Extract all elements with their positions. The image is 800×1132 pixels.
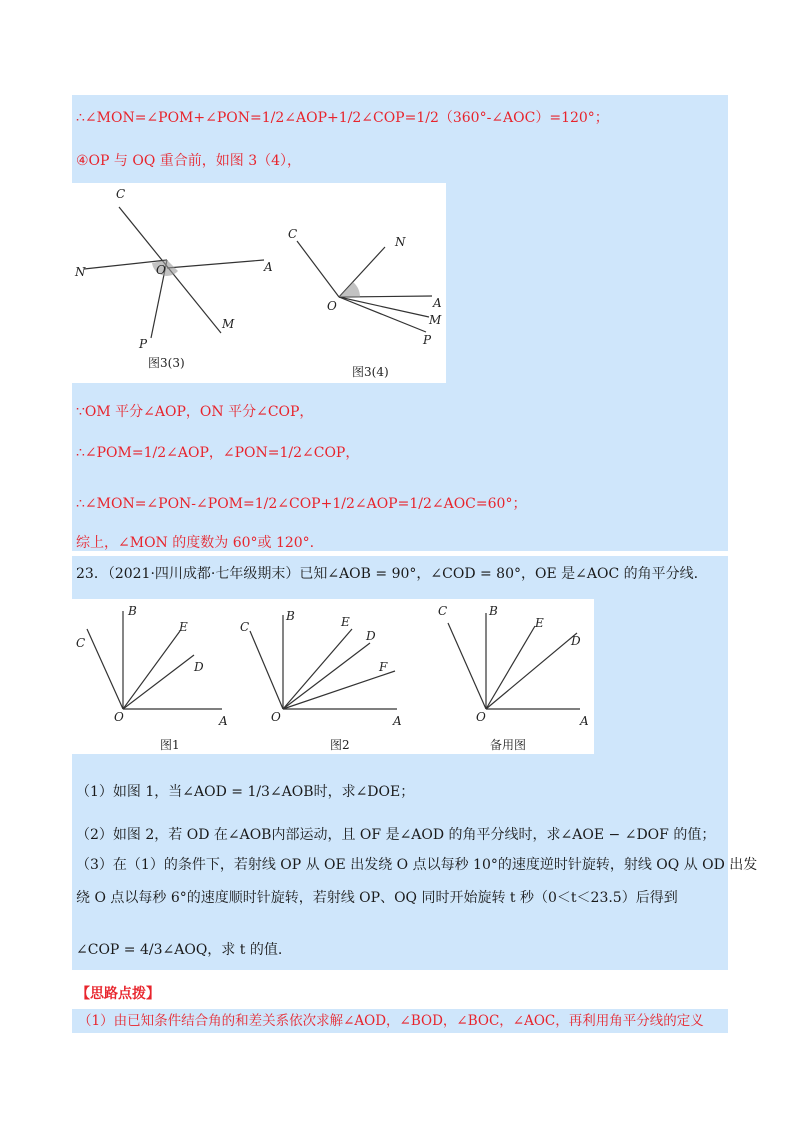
ray-oc-right [297,241,339,297]
svg-text:E: E [179,620,188,634]
problem-23-header: 23．（2021·四川成都·七年级期末）已知∠AOB = 90°，∠COD = 80°，OE 是∠AOC 的角平分线. [76,566,699,582]
svg-text:E: E [535,616,544,630]
solution-case-4: ④OP 与 OQ 重合前，如图 3（4）， [76,153,302,169]
label-c-left: C [116,187,126,201]
label-a-left: A [264,260,273,274]
hint-text: （1）由已知条件结合角的和差关系依次求解∠AOD，∠BOD，∠BOC，∠AOC，再利用角平分线的定义 [78,1013,704,1029]
svg-text:D: D [366,629,376,643]
solution-conclusion: 综上，∠MON 的度数为 60°或 120°. [76,535,315,551]
problem-23-q2: （2）如图 2，若 OD 在∠AOB内部运动，且 OF 是∠AOD 的角平分线时，求∠AOE − ∠DOF 的值； [76,827,716,843]
svg-text:C: C [76,636,86,650]
svg-text:B: B [128,604,137,618]
svg-text:A: A [219,714,228,728]
svg-text:O: O [271,710,281,724]
label-n-right: N [395,235,406,249]
caption-fig-3-4: 图3(4) [352,365,389,379]
solution-om-bisects: ∵OM 平分∠AOP，ON 平分∠COP， [76,404,314,420]
svg-text:O: O [114,710,124,724]
problem-23-q3-line2: 绕 O 点以每秒 6°的速度顺时针旋转，若射线 OP、OQ 同时开始旋转 t 秒（0＜t＜23.5）后得到 [76,890,678,906]
svg-text:C: C [438,604,448,618]
hint-bar [72,1009,728,1033]
ray-oa-left [167,260,264,268]
svg-text:B: B [489,604,498,618]
problem-23-q3-line3: ∠COP = 4/3∠AOQ，求 t 的值. [76,942,283,958]
svg-text:D: D [194,660,204,674]
svg-text:O: O [476,710,486,724]
figure-problem-23 [72,599,594,754]
problem-23-q3-line1: （3）在（1）的条件下，若射线 OP 从 OE 出发绕 O 点以每秒 10°的速度逆时针旋转，射线 OQ 从 OD 出发 [76,857,758,873]
caption-fig-2: 图2 [330,738,350,752]
angle-marker-right [339,282,360,297]
svg-text:F: F [379,660,388,674]
label-a-right: A [433,296,442,310]
ray-op-right [339,297,426,332]
solution-line-mon-120: ∴∠MON=∠POM+∠PON=1/2∠AOP+1/2∠COP=1/2（360°-∠AOC）=120°； [76,110,609,126]
label-n-left: N [75,265,86,279]
figure-3 [72,183,446,383]
label-o-left: O [156,263,166,277]
hint-title: 【思路点拨】 [76,986,160,1002]
svg-text:B: B [286,609,295,623]
svg-text:D: D [571,634,581,648]
solution-pom-pon: ∴∠POM=1/2∠AOP，∠PON=1/2∠COP， [76,445,360,461]
solution-line-mon-60: ∴∠MON=∠PON-∠POM=1/2∠COP+1/2∠AOP=1/2∠AOC=60°； [76,496,527,512]
ray-on-right [339,247,385,297]
label-m-right: M [429,313,442,327]
caption-spare-figure: 备用图 [490,738,527,752]
svg-text:E: E [341,615,350,629]
label-p-right: P [423,333,432,347]
svg-text:A: A [393,714,402,728]
label-p-left: P [139,337,148,351]
ray-om-right [339,297,429,317]
label-m-left: M [222,317,235,331]
svg-text:C: C [240,620,250,634]
label-c-right: C [288,227,298,241]
label-o-right: O [327,299,337,313]
problem-23-q1: （1）如图 1，当∠AOD = 1/3∠AOB时，求∠DOE； [76,784,415,800]
caption-fig-3-3: 图3(3) [148,356,185,370]
caption-fig-1: 图1 [160,738,180,752]
svg-text:A: A [580,714,589,728]
